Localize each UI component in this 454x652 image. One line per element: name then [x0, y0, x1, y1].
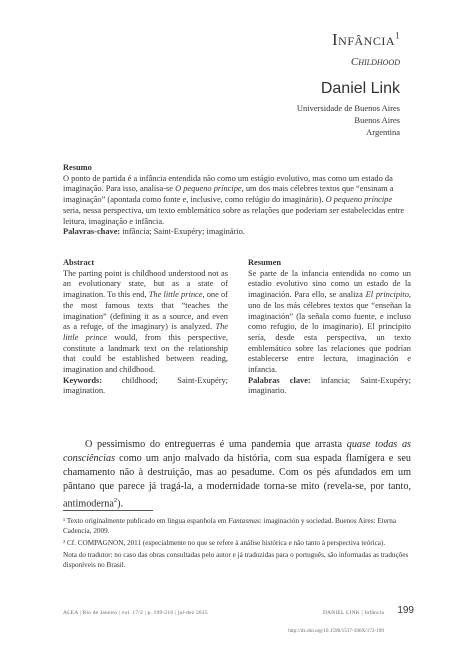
doi-link[interactable]: http://dx.doi.org/10.1590/1517-106X/172-199 [288, 628, 384, 634]
footnote-2: ² Cf. COMPAGNON, 2011 (especialmente no que se refere à análise histórica e não tanto à perspectiva teórica). [63, 539, 386, 547]
footnotes-section [63, 516, 411, 572]
article-title: Infância$^1$ [332, 30, 400, 49]
body-text: O pessimismo do entreguerras é uma pandemia que arrasta quase todas as consciências como um anjo malvado da história, com sua espada flamígera e seu chamamento não à destruição, mas ao pesadume. Com os pés afundados em um pântano que parece já tragá-la, a modernidade torna-se mito (revela-se, por tanto, antimoderna$^2$). [63, 439, 411, 510]
resumo-text: O ponto de partida é a infância entendida não como um estágio evolutivo, mas como um estado da imaginação. Para isso, analisa-se O pequeno príncipe, um dos mais célebres textos que “ensinam a imaginação” (apontada como fonte e, inclusive, como refúgio do imaginário). O pequeno príncipe seria, nessa perspectiva, um texto emblemático sobre as relações que poderiam ser estabelecidas entre leitura, imaginação e infância. [63, 173, 405, 226]
title-footnote-ref[interactable]: 1 [395, 30, 400, 41]
resumen-section [248, 258, 411, 397]
page-number: 199 [397, 605, 414, 616]
resumo-keywords: Palavras-chave: infância; Saint-Exupéry; imaginário. [63, 227, 245, 237]
abstract-heading: Abstract [63, 258, 95, 267]
author-affiliation [297, 102, 400, 138]
resumen-text: Se parte de la infancia entendida no como un estadio evolutivo sino como un estado de la imaginación. Para ello, se analiza El principito, uno de los más célebres textos que “enseñan la imaginación” (la señala como fuente, e incluso como refugio, de lo imaginario). El principito sería, desde esta perspectiva, un texto emblemático sobre las relaciones que podrían establecerse entre lectura, imaginación e infancia. [248, 268, 411, 375]
body-footnote-ref[interactable]: 2 [113, 497, 118, 504]
affiliation-line: Buenos Aires [354, 115, 400, 125]
affiliation-line: Argentina [366, 127, 400, 137]
body-paragraph [63, 438, 411, 511]
abstract-section [63, 258, 228, 397]
resumen-heading: Resumen [248, 258, 282, 267]
translator-note: Nota do tradutor: no caso das obras consultadas pelo autor e já traduzidas para o português, são informadas as traduções disponíveis no Brasil. [63, 551, 409, 569]
affiliation-line: Universidade de Buenos Aires [296, 103, 400, 113]
abstract-keywords: Keywords: childhood; Saint-Exupéry; imagination. [63, 375, 228, 396]
resumen-keywords: Palabras clave: infancia; Saint-Exupéry; imaginario. [248, 375, 411, 396]
journal-citation: ALEA | Rio de Janeiro | vol. 17/2 | p. 199-216 | jul-dez 2015 [63, 610, 208, 616]
article-subtitle: Childhood [350, 56, 400, 68]
resumo-heading: Resumo [63, 163, 92, 172]
author-name: Daniel Link [320, 80, 400, 97]
resumo-section [63, 163, 411, 238]
abstract-text: The parting point is childhood understood not as an evolutionary state, but as a state of imagination. To this end, The little prince, one of the most famous texts that “teaches the imagination” (defining it as a source, and even as a refuge, of the imaginary) is analyzed. The little prince would, from this perspective, constitute a landmark text on the relationship that could be established between reading, imagination and childhood. [63, 268, 229, 375]
footnote-divider [63, 510, 153, 511]
running-header: DANIEL LINK | Infância [322, 610, 384, 616]
footnote-1: ¹ Texto originalmente publicado em língua espanhola em Fantasmas: imaginación y sociedad. Buenos Aires: Eterna Cadencia, 2009. [63, 517, 397, 535]
